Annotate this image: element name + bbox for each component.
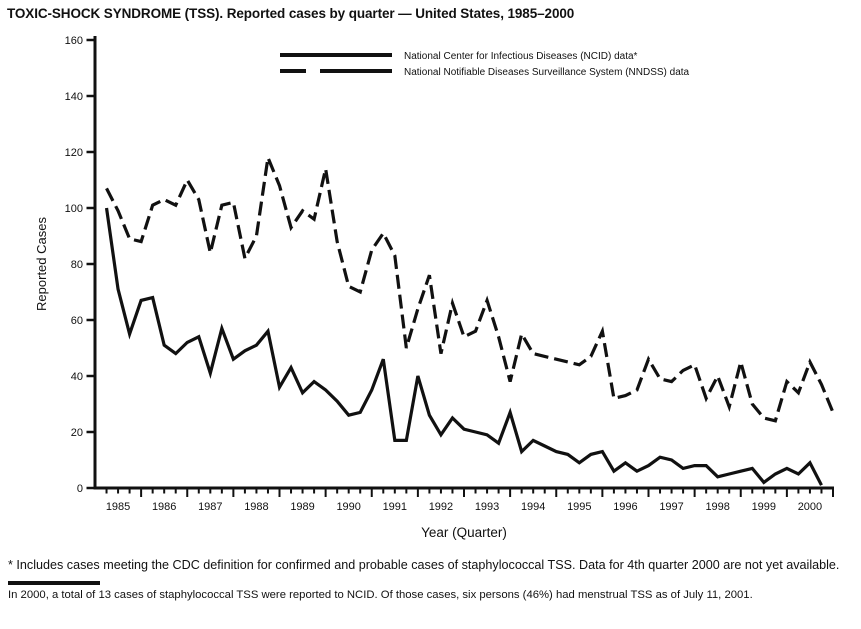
x-year-label: 1985	[105, 501, 131, 513]
x-year-label: 1995	[567, 501, 592, 513]
x-year-label: 1991	[382, 501, 408, 513]
y-tick-label: 100	[64, 203, 83, 215]
x-year-label: 1987	[198, 501, 223, 513]
footnote-divider	[8, 581, 100, 585]
legend-label-nndss: National Notifiable Diseases Surveillance System (NNDSS) data	[404, 67, 690, 78]
legend-label-ncid: National Center for Infectious Diseases (NCID) data*	[404, 51, 638, 62]
y-tick-label: 60	[70, 315, 83, 327]
y-tick-label: 140	[64, 91, 83, 103]
chart-title: TOXIC-SHOCK SYNDROME (TSS). Reported cases by quarter — United States, 1985–2000	[7, 6, 575, 21]
footnote-asterisk: * Includes cases meeting the CDC definition for confirmed and probable cases of staphylococcal TSS. Data for 4th quarter 2000 are not yet available.	[8, 558, 840, 572]
y-axis-label: Reported Cases	[34, 217, 49, 311]
x-year-label: 1998	[705, 501, 730, 513]
x-year-label: 2000	[797, 501, 823, 513]
y-tick-label: 0	[76, 483, 83, 495]
y-tick-label: 20	[70, 427, 83, 439]
x-axis-label: Year (Quarter)	[421, 525, 507, 540]
footnote-source-note: In 2000, a total of 13 cases of staphylococcal TSS were reported to NCID. Of those cases, six persons (46%) had menstrual TSS as of July 11, 2001.	[8, 589, 753, 601]
series-line-dashed	[107, 158, 833, 421]
footnote-area	[8, 557, 853, 601]
x-year-label: 1989	[290, 501, 315, 513]
x-year-label: 1996	[613, 501, 638, 513]
y-tick-label: 160	[64, 35, 83, 47]
x-year-label: 1997	[659, 501, 684, 513]
y-tick-label: 120	[64, 147, 83, 159]
y-tick-label: 80	[70, 259, 83, 271]
x-year-label: 1988	[244, 501, 269, 513]
series-line-solid	[107, 208, 822, 485]
x-year-label: 1990	[336, 501, 361, 513]
x-year-label: 1986	[151, 501, 177, 513]
x-year-label: 1994	[520, 501, 546, 513]
x-year-label: 1999	[751, 501, 777, 513]
y-tick-label: 40	[70, 371, 83, 383]
x-year-label: 1993	[474, 501, 500, 513]
x-year-label: 1992	[428, 501, 454, 513]
